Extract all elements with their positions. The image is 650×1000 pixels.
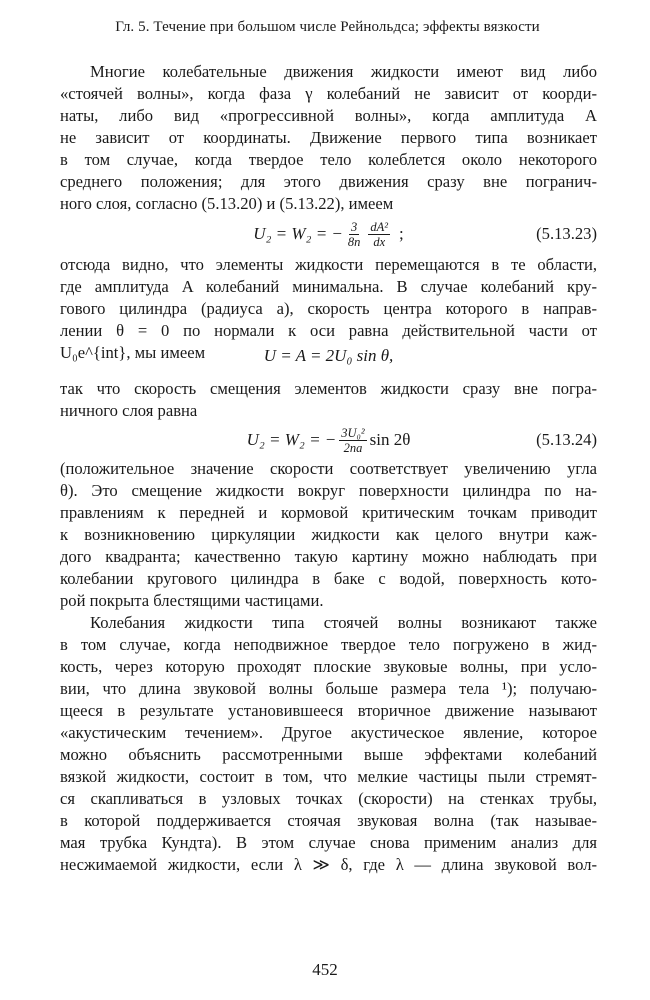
text-line: колебании кругового цилиндра в баке с водой, поверхность кото-	[60, 569, 597, 588]
equation-5-13-23	[60, 214, 597, 254]
eq-tail: ;	[399, 224, 404, 243]
eq-fraction	[339, 426, 366, 455]
text-line: ничного слоя равна	[60, 401, 198, 420]
text-line: несжимаемой жидкости, если λ ≫ δ, где λ — длина звуковой вол-	[60, 855, 597, 874]
equation-number: (5.13.24)	[536, 430, 597, 449]
eq-numerator: dA²	[370, 219, 389, 234]
running-header: Гл. 5. Течение при большом числе Рейнольдса; эффекты вязкости	[115, 19, 540, 35]
text-line: где амплитуда A колебаний минимальна. В случае колебаний кру-	[60, 277, 597, 296]
text-line: наты, либо вид «прогрессивной волны», когда амплитуда A	[60, 106, 597, 125]
eq-fraction	[346, 220, 363, 249]
text-line: лении θ = 0 по нормали к оси равна действительной части от	[60, 321, 597, 340]
text-line: вии, что длина звуковой волны больше размера тела ¹); получаю-	[60, 679, 597, 698]
eq-fraction	[368, 220, 390, 249]
text-line: Многие колебательные движения жидкости имеют вид либо	[90, 62, 597, 81]
text-line: мая трубка Кундта). В этом случае снова применим анализ для	[60, 833, 597, 852]
text-line: U₀e^{int}, мы имеем	[60, 343, 206, 362]
equation-number: (5.13.23)	[536, 224, 597, 243]
text-line: «стоячей волны», когда фаза γ колебаний не зависит от коорди-	[60, 84, 597, 103]
text-line: (положительное значение скорости соответствует увеличению угла	[60, 459, 597, 478]
eq-denominator: 8n	[347, 234, 361, 249]
text-line: ного слоя, согласно (5.13.20) и (5.13.22), имеем	[60, 194, 394, 213]
equation-5-13-24	[60, 420, 597, 460]
text-line: так что скорость смещения элементов жидкости сразу вне погра-	[60, 379, 597, 398]
eq-lhs: U₂ = W₂ = −	[246, 430, 337, 449]
text-line: θ). Это смещение жидкости вокруг поверхности цилиндра по на-	[60, 481, 597, 500]
text-line: вязкой жидкости, состоит в том, что мелкие частицы пыли стремят-	[60, 767, 597, 786]
equation-u	[60, 326, 597, 366]
text-line: в том случае, когда твердое тело колеблется около некоторого	[60, 150, 597, 169]
text-line: отсюда видно, что элементы жидкости перемещаются в те области,	[60, 255, 597, 274]
eq-lhs: U₂ = W₂ = −	[253, 224, 343, 243]
text-line: можно объяснить рассмотренными выше эффектами колебаний	[60, 745, 597, 764]
eq-numerator: 3U₀²	[341, 425, 365, 440]
text-line: гового цилиндра (радиуса a), скорость центра которого в направ-	[60, 299, 597, 318]
text-line: не зависит от координаты. Движение первого типа возникает	[60, 128, 597, 147]
text-line: в которой поддерживается стоячая звуковая волна (так называе-	[60, 811, 597, 830]
eq-denominator: 2na	[343, 440, 363, 455]
eq-body: U = A = 2U₀ sin θ,	[263, 346, 394, 365]
text-line: ся скапливаться в узловых точках (скорости) на стенках трубы,	[60, 789, 597, 808]
text-line: щееся в результате установившееся вторичное движение называют	[60, 701, 597, 720]
text-line: среднего положения; для этого движения сразу вне погранич-	[60, 172, 597, 191]
eq-tail: sin 2θ	[369, 430, 411, 449]
text-line: правлениям к передней и кормовой критическим точкам приводит	[60, 503, 597, 522]
text-line: дого квадранта; качественно такую картину можно наблюдать при	[60, 547, 597, 566]
text-line: Колебания жидкости типа стоячей волны возникают также	[90, 613, 597, 632]
text-line: кость, через которую проходят плоские звуковые волны, при усло-	[60, 657, 597, 676]
text-line: в том случае, когда неподвижное твердое тело погружено в жид-	[60, 635, 597, 654]
eq-denominator: dx	[373, 234, 386, 249]
eq-numerator: 3	[351, 219, 358, 234]
page-number: 452	[312, 960, 338, 979]
text-line: к возникновению циркуляции жидкости как целого внутри каж-	[60, 525, 597, 544]
text-line: «акустическим течением». Другое акустическое явление, которое	[60, 723, 597, 742]
text-line: рой покрыта блестящими частицами.	[60, 591, 324, 610]
